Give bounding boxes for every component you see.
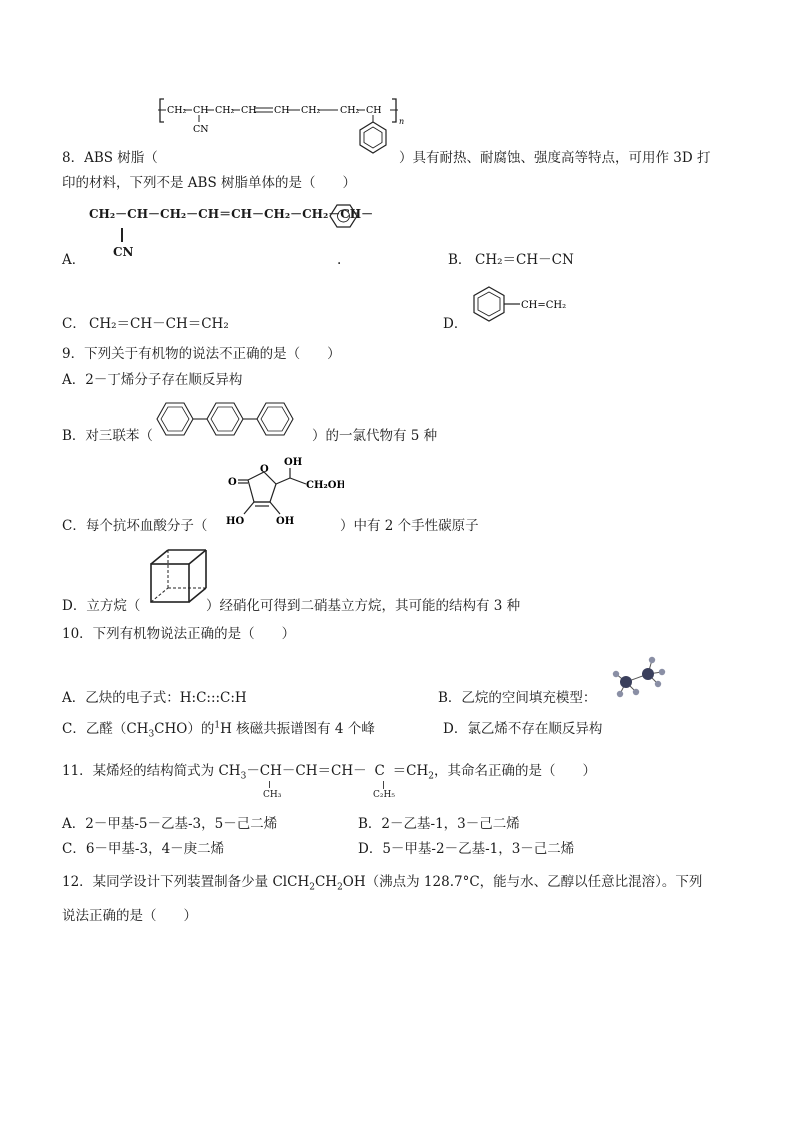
q8-option-a-label: A． xyxy=(62,252,86,268)
q8-option-c-formula: CH₂＝CH－CH＝CH₂ xyxy=(89,316,229,332)
q9-cubane-structure xyxy=(146,546,212,610)
q9-stem: 9．下列关于有机物的说法不正确的是（ ） xyxy=(62,346,341,362)
ho-label: HO xyxy=(226,516,245,527)
q8-option-a-cn: CN xyxy=(113,245,134,259)
q10-option-d: D．氯乙烯不存在顺反异构 xyxy=(443,721,603,737)
q11-stem: 11．某烯烃的结构简式为 $CH_3-CH-CH=CH- C =CH_2$，其命名正确的是（ ） xyxy=(62,763,596,782)
q11-option-a: A．2－甲基-5－乙基-3，5－己二烯 xyxy=(62,816,278,832)
polymer-part: CH xyxy=(274,105,290,116)
q9-option-c-end: ）中有 2 个手性碳原子 xyxy=(340,518,479,534)
q9-option-a: A．2－丁烯分子存在顺反异构 xyxy=(62,372,243,388)
oh-label-2: OH xyxy=(276,516,295,527)
q11-option-d: D．5－甲基-2－乙基-1，3－己二烯 xyxy=(358,841,575,857)
polymer-part: CH xyxy=(241,105,257,116)
polymer-part: CH₂ xyxy=(301,105,321,116)
ethane-space-filling-model xyxy=(606,652,668,702)
q9-ascorbic-acid-structure xyxy=(214,452,344,536)
q10-option-a: A．乙炔的电子式：H:C:::C:H xyxy=(62,690,247,706)
polymer-part: CH₂ xyxy=(167,105,187,116)
oh-label: OH xyxy=(284,457,303,468)
q12-line2: 说法正确的是（ ） xyxy=(62,908,197,924)
ch2oh-label: CH₂OH xyxy=(306,480,344,491)
q11-ch3-branch: CH₃ xyxy=(263,790,282,800)
abs-polymer-structure xyxy=(158,94,408,160)
q10-option-b: B．乙烷的空间填充模型： xyxy=(438,690,597,706)
q8-line1-end: ）具有耐热、耐腐蚀、强度高等特点，可用作 3D 打 xyxy=(399,150,711,166)
q8-line2: 印的材料，下列不是 ABS 树脂单体的是（ ） xyxy=(62,175,357,191)
q8-option-d-label: D． xyxy=(443,316,468,332)
q8-option-a-bond xyxy=(121,228,123,242)
polymer-part: CH₂ xyxy=(215,105,235,116)
svg-text:O: O xyxy=(228,477,237,488)
q8-option-b-label: B． xyxy=(448,252,472,268)
ring-oxygen: O xyxy=(260,464,269,475)
polymer-part: CH₂ xyxy=(340,105,360,116)
q9-option-b-end: ）的一氯代物有 5 种 xyxy=(312,428,438,444)
q11-option-b: B．2－乙基-1，3－己二烯 xyxy=(358,816,520,832)
q8-option-b-formula: CH₂＝CH－CN xyxy=(475,252,574,268)
styrene-vinyl: CH=CH₂ xyxy=(521,300,567,311)
q9-terphenyl-structure xyxy=(156,400,316,442)
q10-stem: 10．下列有机物说法正确的是（ ） xyxy=(62,626,296,642)
q8-option-c-label: C． xyxy=(62,316,86,332)
q8-line1-start: 8．ABS 树脂（ xyxy=(62,150,158,166)
q8-option-d-styrene xyxy=(470,284,580,330)
q9-option-d-start: D．立方烷（ xyxy=(62,598,141,614)
polymer-n: n xyxy=(399,117,405,126)
q11-option-c: C．6－甲基-3，4－庚二烯 xyxy=(62,841,225,857)
q8-option-a-formula: CH₂－CH－CH₂－CH＝CH－CH₂－CH₂－CH－ xyxy=(89,207,374,221)
q12-line1: 12．某同学设计下列装置制备少量 $ClCH_2CH_2OH$（沸点为 128.7°C，能与水、乙醇以任意比混溶）。下列 xyxy=(62,874,703,893)
q9-option-b-start: B．对三联苯（ xyxy=(62,428,153,444)
polymer-part: CH xyxy=(193,105,209,116)
q10-option-c: C．乙醛$(CH_3CHO)$的$^1$H 核磁共振谱图有 4 个峰 xyxy=(62,720,375,740)
q11-c2h5-branch: C₂H₅ xyxy=(373,790,395,800)
q9-option-c-start: C．每个抗坏血酸分子（ xyxy=(62,518,208,534)
polymer-cn: CN xyxy=(193,124,209,135)
q8-option-a-phenyl xyxy=(329,203,359,233)
q9-option-d-end: ）经硝化可得到二硝基立方烷，其可能的结构有 3 种 xyxy=(206,598,521,614)
polymer-part: CH xyxy=(366,105,382,116)
